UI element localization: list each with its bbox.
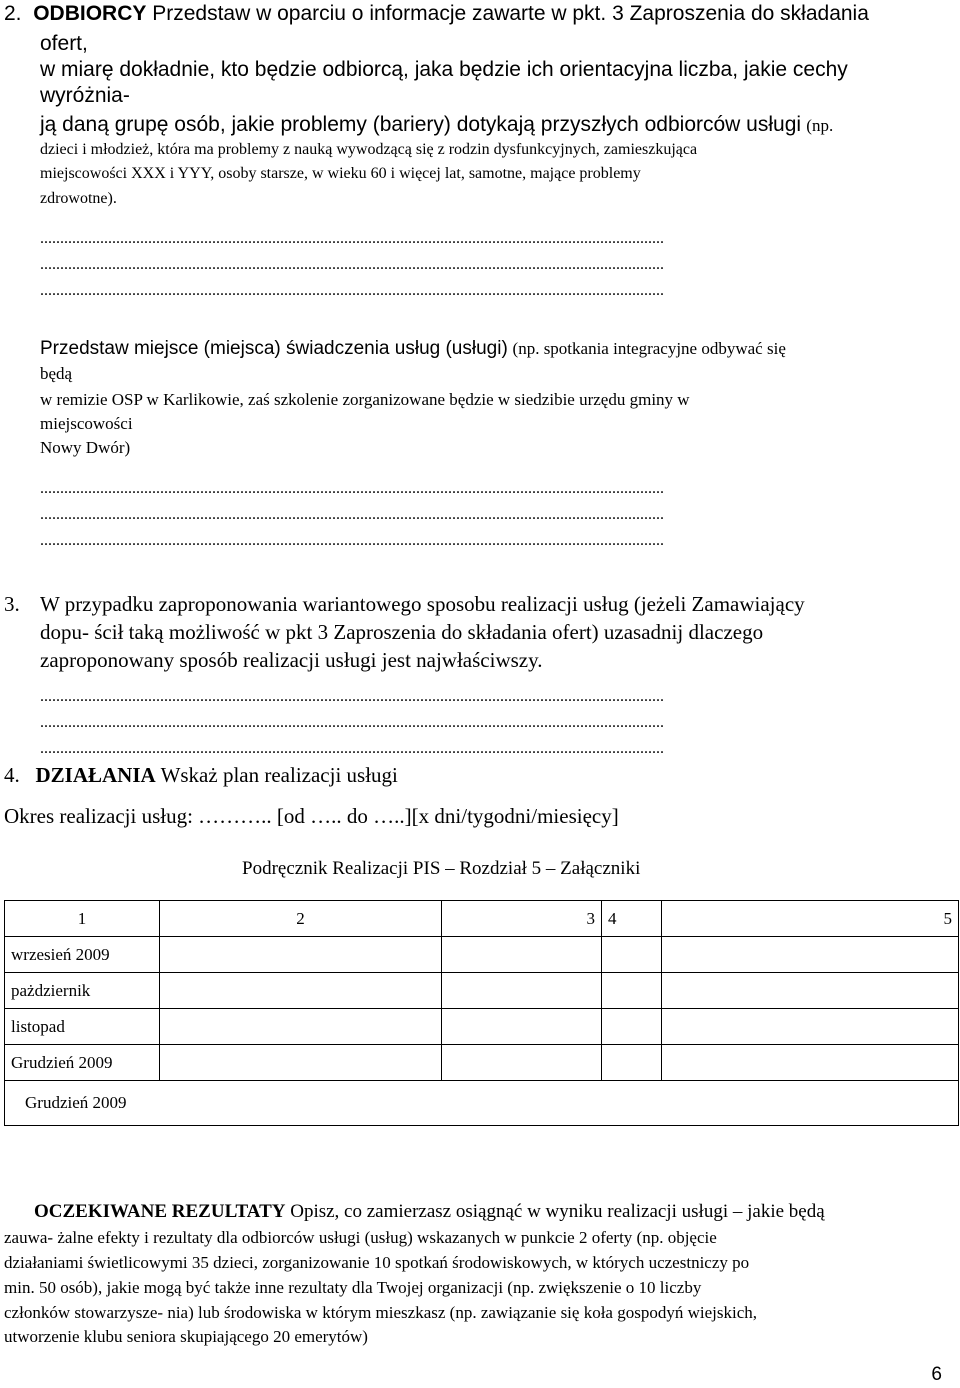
table-header-cell: 4 — [602, 901, 662, 937]
section4-number: 4. — [4, 763, 20, 787]
section3-number: 3. — [4, 592, 20, 616]
table-cell[interactable] — [602, 973, 662, 1009]
section2-intro-2: ofert, — [40, 32, 88, 55]
place-example-4: miejscowości — [40, 414, 133, 433]
section2-example-4: zdrowotne). — [40, 190, 117, 207]
table-cell[interactable] — [662, 1045, 959, 1081]
table-cell[interactable] — [160, 1009, 442, 1045]
section4-subheading: Wskaż plan realizacji usługi — [160, 763, 398, 787]
answer-dots-line[interactable]: ............................................................................................................................................................ — [40, 506, 664, 523]
section2-intro-5-line — [40, 112, 833, 137]
results-text-4: min. 50 osób), jakie mogą być także inne rezultaty dla Twojej organizacji (np. zwiększenie o 10 liczby — [4, 1278, 702, 1297]
place-heading: Przedstaw miejsce (miejsca) świadczenia usług (usługi) — [40, 338, 508, 359]
answer-dots-line[interactable]: ............................................................................................................................................................ — [40, 714, 664, 731]
place-example-5: Nowy Dwór) — [40, 438, 131, 457]
table-header-cell: 3 — [442, 901, 602, 937]
section2-example-start: (np. — [806, 116, 834, 135]
manual-reference: Podręcznik Realizacji PIS – Rozdział 5 – Załączniki — [242, 858, 641, 879]
section3-line-2: dopu- ścił taką możliwość w pkt 3 Zaproszenia do składania ofert) uzasadnij dlaczego — [40, 620, 764, 644]
answer-dots-line[interactable]: ............................................................................................................................................................ — [40, 688, 664, 705]
table-row — [5, 1009, 959, 1045]
section2-example-3: miejscowości XXX i YYY, osoby starsze, w wieku 60 i więcej lat, samotne, mające problemy — [40, 165, 641, 182]
period-line: Okres realizacji usług: ……….. [od ….. do …..][x dni/tygodni/miesięcy] — [4, 804, 619, 828]
table-cell[interactable] — [442, 973, 602, 1009]
answer-dots-line[interactable]: ............................................................................................................................................................ — [40, 282, 664, 299]
table-row — [5, 937, 959, 973]
table-row — [5, 1045, 959, 1081]
section2-intro-1: Przedstaw w oparciu o informacje zawarte w pkt. 3 Zaproszenia do składania — [152, 2, 869, 25]
table-row-label: Grudzień 2009 — [5, 1045, 160, 1081]
page-number: 6 — [931, 1364, 942, 1385]
table-cell[interactable] — [602, 1045, 662, 1081]
table-header-cell: 2 — [160, 901, 442, 937]
table-cell[interactable] — [662, 937, 959, 973]
section2-number: 2. — [4, 2, 22, 25]
table-cell[interactable] — [160, 973, 442, 1009]
answer-dots-line[interactable]: ............................................................................................................................................................ — [40, 740, 664, 757]
table-cell[interactable] — [442, 1045, 602, 1081]
results-text-2: zauwa- żalne efekty i rezultaty dla odbiorców usługi (usług) wskazanych w punkcie 2 oferty (np. objęcie — [4, 1228, 717, 1247]
place-example-1: (np. spotkania integracyjne odbywać się — [512, 339, 786, 358]
results-text-5: członków stowarzysze- nia) lub środowiska w którym mieszkasz (np. zawiązanie się koła gospodyń wiejskich, — [4, 1303, 757, 1322]
table-cell[interactable] — [160, 1045, 442, 1081]
table-row — [5, 973, 959, 1009]
results-text-1: Opisz, co zamierzasz osiągnąć w wyniku realizacji usługi – jakie będą — [290, 1201, 825, 1222]
results-heading: OCZEKIWANE REZULTATY — [34, 1201, 286, 1222]
table-row-label: listopad — [5, 1009, 160, 1045]
section4-heading: DZIAŁANIA — [35, 763, 156, 787]
section3-line-3: zaproponowany sposób realizacji usługi jest najwłaściwszy. — [40, 648, 543, 672]
table-cell[interactable] — [602, 937, 662, 973]
answer-dots-line[interactable]: ............................................................................................................................................................ — [40, 230, 664, 247]
section2-intro-4: wyróżnia- — [40, 84, 130, 107]
table-cell[interactable] — [160, 937, 442, 973]
table-row-label: wrzesień 2009 — [5, 937, 160, 973]
section2-intro-5: ją daną grupę osób, jakie problemy (bariery) dotykają przyszłych odbiorców usługi — [40, 113, 802, 136]
place-example-2: będą — [40, 364, 73, 383]
answer-dots-line[interactable]: ............................................................................................................................................................ — [40, 480, 664, 497]
section2-heading-line — [4, 2, 869, 26]
table-cell[interactable] — [442, 937, 602, 973]
place-example-3: w remizie OSP w Karlikowie, zaś szkolenie zorganizowane będzie w siedzibie urzędu gminy w — [40, 390, 690, 409]
results-text-3: działaniami świetlicowymi 35 dzieci, zorganizowanie 10 spotkań środowiskowych, w których uczestniczy po — [4, 1253, 750, 1272]
table-header-cell: 1 — [5, 901, 160, 937]
table-row-label: Grudzień 2009 — [5, 1081, 959, 1126]
section2-intro-3: w miarę dokładnie, kto będzie odbiorcą, jaka będzie ich orientacyjna liczba, jakie cechy — [40, 58, 848, 81]
table-header-cell: 5 — [662, 901, 959, 937]
table-row-label: pażdziernik — [5, 973, 160, 1009]
table-cell[interactable] — [442, 1009, 602, 1045]
table-row — [5, 1081, 959, 1126]
results-line-1 — [34, 1201, 825, 1223]
table-cell[interactable] — [662, 973, 959, 1009]
table-cell[interactable] — [662, 1009, 959, 1045]
place-line — [40, 338, 786, 360]
table-header-row — [5, 901, 959, 937]
table-cell[interactable] — [602, 1009, 662, 1045]
answer-dots-line[interactable]: ............................................................................................................................................................ — [40, 532, 664, 549]
section3-line-1: W przypadku zaproponowania wariantowego sposobu realizacji usług (jeżeli Zamawiający — [40, 592, 805, 616]
section4-heading-line — [4, 763, 398, 788]
section2-heading: ODBIORCY — [33, 2, 147, 25]
schedule-table — [4, 900, 959, 1126]
results-text-6: utworzenie klubu seniora skupiającego 20 emerytów) — [4, 1327, 368, 1346]
answer-dots-line[interactable]: ............................................................................................................................................................ — [40, 256, 664, 273]
section2-example-2: dzieci i młodzież, która ma problemy z nauką wywodzącą się z rodzin dysfunkcyjnych, zamieszkująca — [40, 141, 698, 158]
